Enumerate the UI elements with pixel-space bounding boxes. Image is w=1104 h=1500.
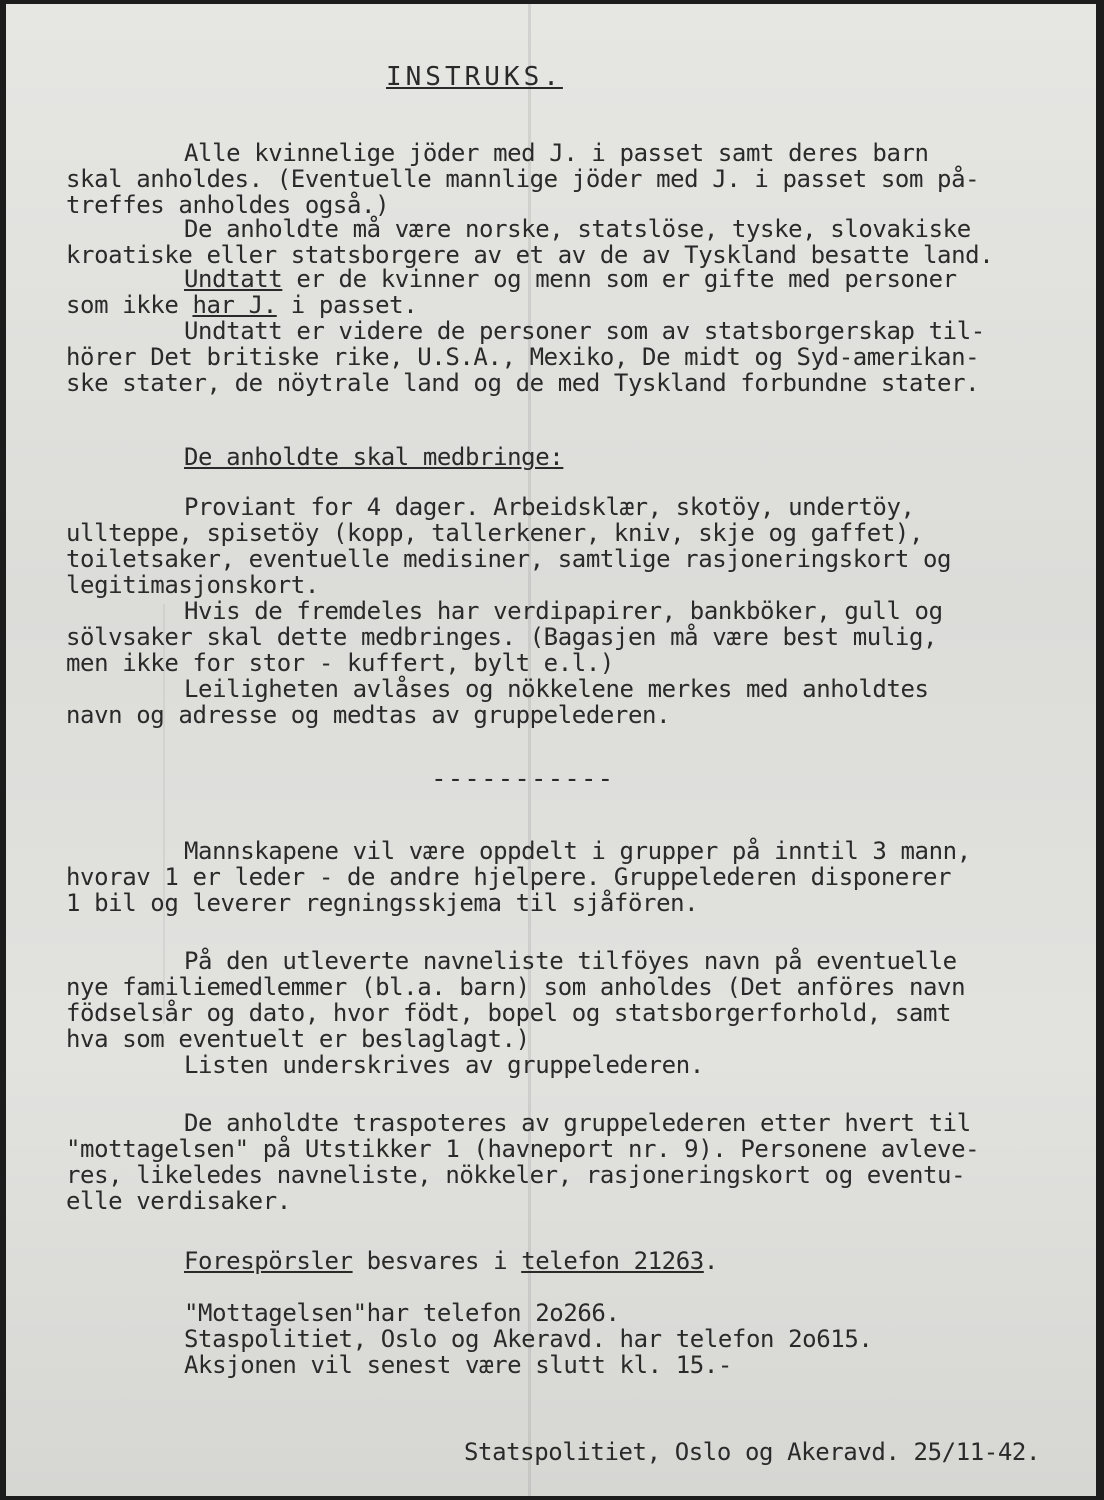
text-line: Undtatt er videre de personer som av statsborgerskap til- bbox=[184, 317, 985, 345]
text-line: Hvis de fremdeles har verdipapirer, bankböker, gull og bbox=[184, 597, 943, 625]
section-heading: De anholdte skal medbringe: bbox=[184, 443, 564, 471]
text-line: som ikke bbox=[66, 291, 193, 319]
underlined-word: Forespörsler bbox=[184, 1247, 353, 1275]
text-line: kroatiske eller statsborgere av et av de av Tyskland besatte land. bbox=[66, 241, 994, 269]
text-line: er de kvinner og menn som er gifte med personer bbox=[282, 265, 957, 293]
bring-paragraph-2 bbox=[66, 598, 943, 676]
text-line: hva som eventuelt er beslaglagt.) bbox=[66, 1025, 530, 1053]
text-line: De anholdte traspoteres av gruppelederen etter hvert til bbox=[184, 1109, 971, 1137]
phones-block bbox=[66, 1300, 872, 1378]
text-line: Listen underskrives av gruppelederen. bbox=[184, 1051, 704, 1079]
underlined-word: har J. bbox=[192, 291, 277, 319]
underlined-word: Undtatt bbox=[184, 265, 283, 293]
underlined-word: telefon 21263 bbox=[521, 1247, 704, 1275]
text-line: födselsår og dato, hvor födt, bopel og statsborgerforhold, samt bbox=[66, 999, 952, 1027]
text-line: Proviant for 4 dager. Arbeidsklær, skotöy, undertöy, bbox=[184, 493, 915, 521]
text-line: Alle kvinnelige jöder med J. i passet samt deres barn bbox=[184, 139, 929, 167]
bring-heading bbox=[66, 444, 563, 470]
text-line: res, likeledes navneliste, nökkeler, rasjoneringskort og eventu- bbox=[66, 1161, 966, 1189]
inquiry-line bbox=[66, 1248, 718, 1274]
text-line: ullteppe, spisetöy (kopp, tallerkener, kniv, skje og gaffet), bbox=[66, 519, 924, 547]
text-line: Staspolitiet, Oslo og Akeravd. har telefon 2o615. bbox=[184, 1325, 873, 1353]
separator-line: ----------- bbox=[431, 764, 615, 794]
text-line: ske stater, de nöytrale land og de med Tyskland forbundne stater. bbox=[66, 369, 980, 397]
text-line: besvares i bbox=[352, 1247, 522, 1275]
text-line: elle verdisaker. bbox=[66, 1187, 291, 1215]
text-line: nye familiemedlemmer (bl.a. barn) som anholdes (Det anföres navn bbox=[66, 973, 966, 1001]
text-line: hörer Det britiske rike, U.S.A., Mexiko, De midt og Syd-amerikan- bbox=[66, 343, 980, 371]
intro-paragraph-1 bbox=[66, 140, 979, 218]
groups-paragraph bbox=[66, 838, 971, 916]
text-line: treffes anholdes også.) bbox=[66, 191, 390, 219]
document-title: INSTRUKS. bbox=[386, 62, 563, 92]
intro-paragraph-3 bbox=[66, 266, 957, 318]
text-line: toiletsaker, eventuelle medisiner, samtlige rasjoneringskort og bbox=[66, 545, 952, 573]
bring-paragraph-1 bbox=[66, 494, 951, 598]
intro-paragraph-4 bbox=[66, 318, 985, 396]
document-page bbox=[6, 4, 1096, 1496]
text-line: men ikke for stor - kuffert, bylt e.l.) bbox=[66, 649, 614, 677]
text-line: . bbox=[703, 1247, 718, 1275]
text-line: legitimasjonskort. bbox=[66, 571, 319, 599]
text-line: 1 bil og leverer regningsskjema til sjåfören. bbox=[66, 889, 699, 917]
text-line: i passet. bbox=[276, 291, 418, 319]
text-line: "mottagelsen" på Utstikker 1 (havneport nr. 9). Personene avleve- bbox=[66, 1135, 980, 1163]
text-line: På den utleverte navneliste tilföyes navn på eventuelle bbox=[184, 947, 957, 975]
list-paragraph bbox=[66, 948, 965, 1078]
text-line: De anholdte må være norske, statslöse, tyske, slovakiske bbox=[184, 215, 971, 243]
bring-paragraph-3 bbox=[66, 676, 929, 728]
text-line: navn og adresse og medtas av gruppelederen. bbox=[66, 701, 671, 729]
text-line: sölvsaker skal dette medbringes. (Bagasjen må være best mulig, bbox=[66, 623, 938, 651]
intro-paragraph-2 bbox=[66, 216, 993, 268]
text-line: "Mottagelsen"har telefon 2o266. bbox=[184, 1299, 620, 1327]
text-line: skal anholdes. (Eventuelle mannlige jöder med J. i passet som på- bbox=[66, 165, 980, 193]
text-line: Leiligheten avlåses og nökkelene merkes med anholdtes bbox=[184, 675, 929, 703]
text-line: Mannskapene vil være oppdelt i grupper på inntil 3 mann, bbox=[184, 837, 971, 865]
text-line: Aksjonen vil senest være slutt kl. 15.- bbox=[184, 1351, 732, 1379]
transport-paragraph bbox=[66, 1110, 979, 1214]
text-line: hvorav 1 er leder - de andre hjelpere. Gruppelederen disponerer bbox=[66, 863, 952, 891]
signature-line: Statspolitiet, Oslo og Akeravd. 25/11-42. bbox=[463, 1438, 1040, 1466]
typed-text-body bbox=[6, 4, 1096, 1496]
